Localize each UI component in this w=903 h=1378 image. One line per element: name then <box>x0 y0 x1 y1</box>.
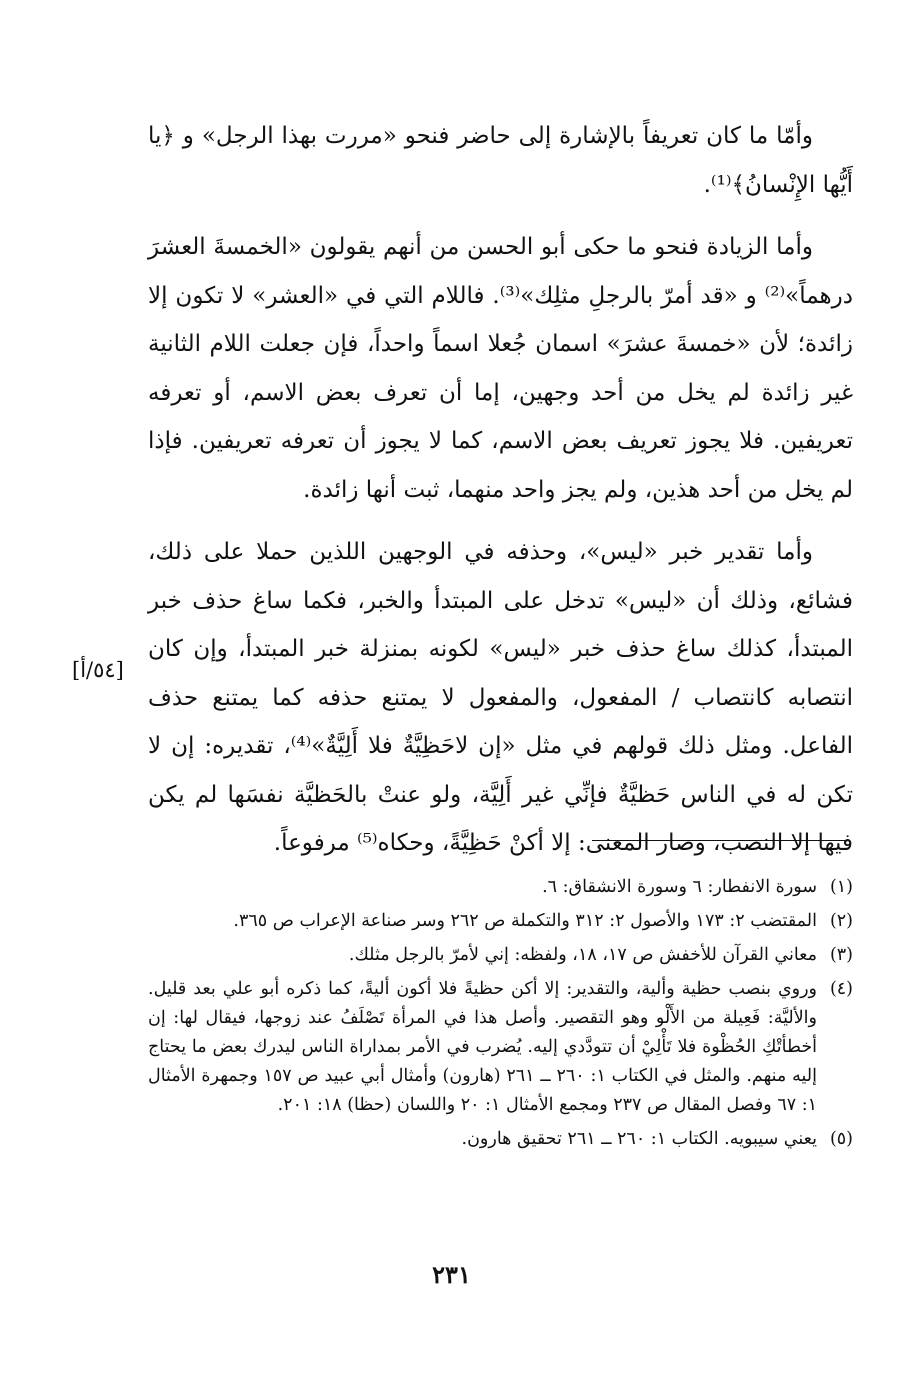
footnote-4 <box>148 975 853 1120</box>
paragraph-addition: وأما الزيادة فنحو ما حكى أبو الحسن من أنهم يقولون «الخمسةَ العشرَ درهماً»⁽²⁾ و «قد أمرّ بالرجلِ مثلِك»⁽³⁾. فاللام التي في «العشر» لا تكون إلا زائدة؛ لأن «خمسةَ عشرَ» اسمان جُعلا اسماً واحداً، فإن جعلت اللام الثانية غير زائدة لم يخل من أحد وجهين، إما أن تعرف بعض الاسم، أو تعرفه تعريفين. فلا يجوز تعريف بعض الاسم، كما لا يجوز أن تعرفه تعريفين. فإذا لم يخل من أحد هذين، ولم يجز واحد منهما، ثبت أنها زائدة. <box>148 234 853 503</box>
footnote-number: (٢) <box>829 911 853 931</box>
footnote-2 <box>148 907 853 936</box>
footnote-text: يعني سيبويه. الكتاب ١: ٢٦٠ ــ ٢٦١ تحقيق هارون. <box>461 1129 817 1149</box>
footnote-text: معاني القرآن للأخفش ص ١٧، ١٨، ولفظه: إني لأمرّ بالرجل مثلك. <box>348 945 817 965</box>
footnote-number: (٣) <box>829 945 853 965</box>
footnote-number: (١) <box>829 877 853 897</box>
footnote-1 <box>148 873 853 902</box>
main-text <box>148 112 853 868</box>
footnote-text: سورة الانفطار: ٦ وسورة الانشقاق: ٦. <box>542 877 817 897</box>
paragraph-laysa: وأما تقدير خبر «ليس»، وحذفه في الوجهين اللذين حملا على ذلك، فشائع، وذلك أن «ليس» تدخل على المبتدأ والخبر، فكما ساغ حذف خبر المبتدأ، كذلك ساغ حذف خبر «ليس» لكونه بمنزلة خبر المبتدأ، وإن كان انتصابه كانتصاب / المفعول، والمفعول لا يمتنع حذفه كما يمتنع حذف الفاعل. ومثل ذلك قولهم في مثل «إن لاحَظِيَّةٌ فلا أَلِيَّةٌ»⁽⁴⁾، تقديره: إن لا تكن له في الناس حَظيَّةٌ فإنِّي غير أَلِيَّة، ولو عنتْ بالحَظيَّة نفسَها لم يكن فيها إلا النصب، وصار المعنى: إلا أكنْ حَظِيَّةً، وحكاه⁽⁵⁾ مرفوعاً. <box>148 539 854 856</box>
footnote-5 <box>148 1125 853 1154</box>
footnote-3 <box>148 941 853 970</box>
footnote-text: وروي بنصب حظية وألية، والتقدير: إلا أكن حظيةً فلا أكون أليةً، كما ذكره أبو علي بعد قليل. والأليَّة: فَعِيلة من الأَلْو وهو التقصير. وأصل هذا في المرأة تَصْلَفُ عند زوجها، فيقال لها: إن أخطأتْكِ الحُظْوة فلا تَأْلِيْ أن تتودَّدي إليه. يُضرب في الأمر بمداراة الناس ليدرك بعض ما يحتاج إليه منهم. والمثل في الكتاب ١: ٢٦٠ ــ ٢٦١ (هارون) وأمثال أبي عبيد ص ١٥٧ وجمهرة الأمثال ١: ٦٧ وفصل المقال ص ٢٣٧ ومجمع الأمثال ١: ٢٠ واللسان (حظا) ١٨: ٢٠١. <box>148 979 817 1115</box>
footnote-number: (٥) <box>829 1129 853 1149</box>
paragraph-demonstrative: وأمّا ما كان تعريفاً بالإشارة إلى حاضر فنحو «مررت بهذا الرجل» و ﴿يا أَيُّها الإِنْسانُ﴾⁽¹⁾. <box>148 123 853 198</box>
footnote-number: (٤) <box>829 979 853 999</box>
footnote-divider <box>592 840 850 841</box>
manuscript-folio-reference: [٥٤/أ] <box>72 658 124 682</box>
footnotes <box>148 873 853 1159</box>
page-number: ٢٣١ <box>432 1260 471 1289</box>
footnote-text: المقتضب ٢: ١٧٣ والأصول ٢: ٣١٢ والتكملة ص ٢٦٢ وسر صناعة الإعراب ص ٣٦٥. <box>233 911 817 931</box>
